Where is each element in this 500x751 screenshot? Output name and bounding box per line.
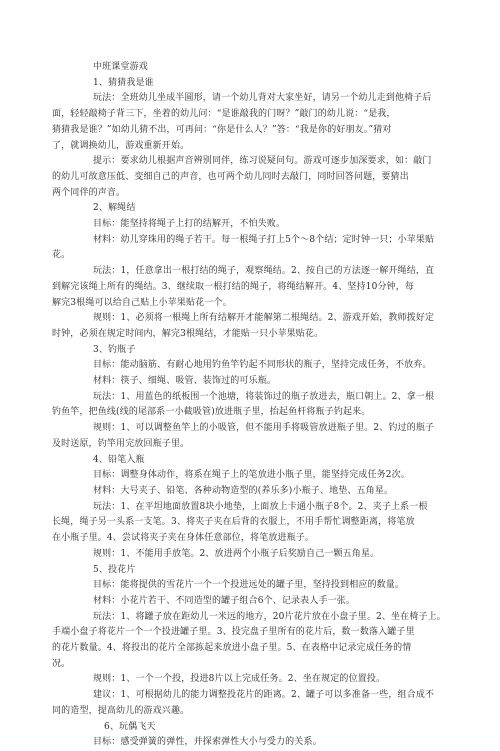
paragraph-line: 建议：1、可根据幼儿的能力调整投花片的距离。2、罐子可以多准备一些，组合成不	[93, 690, 435, 701]
paragraph-line: 到解完该绳上所有的绳结。3、继续取一根打结的绳子，将绳结解开。4、坚持10分钟，每	[52, 281, 415, 292]
paragraph-line: 解完3根绳可以给自己贴上小苹果贴花一个。	[52, 297, 232, 308]
paragraph-line: 玩法：全班幼儿坐成半圆形，请一个幼儿背对大家坐好，请另一个幼儿走到他椅子后	[93, 93, 432, 104]
paragraph-line: 时钟，必须在规定时间内，解完3根绳结，才能贴一只小苹果贴花。	[52, 328, 324, 339]
section-heading-5: 5、投花片	[93, 564, 136, 575]
paragraph-line: 了，就调换幼儿，游戏重新开始。	[52, 140, 190, 151]
document-title: 中班课堂游戏	[93, 62, 148, 72]
section-heading-1: 1、猜猜我是谁	[93, 77, 154, 88]
paragraph-line: 材料：小花片若干、不同造型的罐子组合6个、记录表人手一张。	[93, 595, 356, 606]
paragraph-line: 规则：1、可以调整鱼竿上的小吸管，但不能用手将吸管放进瓶子里。2、钓过的瓶子	[93, 423, 435, 434]
section-heading-3: 3、钓瓶子	[93, 344, 136, 355]
paragraph-line: 的幼儿可故意压低、变细自己的声音，也可两个幼儿同时去敲门，同时回答问题，要猜出	[52, 171, 409, 182]
paragraph-line: 及时送原，钓竿用完放回瓶子里。	[52, 438, 190, 449]
paragraph-line: 面，轻轻敲椅子背三下，坐着的幼儿问：“是谁敲我的门呀？”敲门的幼儿说：“是我，	[52, 109, 396, 120]
paragraph-line: 目标：能坚持将绳子上打的结解开，不怕失败。	[93, 219, 286, 230]
paragraph-line: 钓鱼竿，把鱼线(线的尾部系一小截吸管)放进瓶子里，抬起鱼杆将瓶子钓起来。	[52, 407, 371, 418]
paragraph-line: 规则：1、不能用手放笔。2、放进两个小瓶子后奖励自己一颗五角星。	[93, 548, 380, 559]
paragraph-line: 目标：调整身体动作，将系在绳子上的笔放进小瓶子里，能坚持完成任务2次。	[93, 470, 410, 481]
paragraph-line: 目标：能动脑筋、有耐心地用钓鱼竿钓起不同形状的瓶子，坚持完成任务，不放弃。	[93, 360, 432, 371]
paragraph-line: 同的造型，提高幼儿的游戏兴趣。	[52, 705, 190, 716]
paragraph-line: 提示：要求幼儿根据声音辨别同伴，练习说疑问句。游戏可逐步加深要求，如：敲门	[93, 156, 432, 167]
paragraph-line: 材料：大号夹子、铅笔、各种动物造型的(养乐多)小瓶子、地垫、五角星。	[93, 485, 394, 496]
paragraph-line: 两个同伴的声音。	[52, 187, 126, 198]
paragraph-line: 况。	[52, 658, 71, 669]
paragraph-line: 目标：感受弹簧的弹性，并探索弹性大小与受力的关系。	[93, 737, 322, 748]
paragraph-line: 猜猜我是谁？”如幼儿猜不出，可再问：“你是什么人？”答：“我是你的好朋友。”猜对	[52, 124, 392, 135]
paragraph-line: 的花片数量。4、将投出的花片全部拣起来放进小盘子里。5、在表格中记录完成任务的情	[52, 643, 412, 654]
paragraph-line: 玩法：1，任意拿出一根打结的绳子，观察绳结。2、按自己的方法逐一解开绳结，直	[93, 266, 435, 277]
paragraph-line: 规则：1、一个一个投，投进8片以上完成任务。2、坐在规定的位置投。	[93, 674, 386, 685]
paragraph-line: 材料：幼儿穿珠用的绳子若干。每一根绳子打上5个～8个结；定时钟一只；小苹果贴	[93, 234, 435, 245]
section-heading-4: 4、铅笔入瓶	[93, 454, 145, 465]
paragraph-line: 玩法：1、在平坦地面放置8块小地垫，上面放上卡通小瓶子8个。2、夹子上系一根	[93, 501, 428, 512]
section-heading-6: 6、玩偶飞天	[104, 721, 156, 732]
paragraph-line: 玩法：1、用蓝色的纸板围一个池塘，将装饰过的瓶子放进去，瓶口朝上。2、拿一根	[93, 391, 435, 402]
paragraph-line: 材料：筷子、细绳、吸管、装饰过的可乐瓶。	[93, 376, 277, 387]
paragraph-line: 手端小盘子将花片一个一个投进罐子里。3、投完盘子里所有的花片后，数一数落入罐子里	[52, 627, 415, 638]
section-heading-2: 2、解绳结	[93, 203, 136, 214]
paragraph-line: 玩法：1、将罐子放在距幼儿一米远的地方，20片花片放在小盘子里。2、坐在椅子上。	[93, 611, 446, 622]
paragraph-line: 目标：能将提供的雪花片一个一个投进远处的罐子里，坚持投到相应的数量。	[93, 580, 405, 591]
paragraph-line: 在小瓶子里。4、尝试将夹子夹在身体任意部位，将笔放进瓶子。	[52, 533, 315, 544]
paragraph-line: 花。	[52, 250, 71, 261]
paragraph-line: 长绳，绳子另一头系一支笔。3、将夹子夹在后背的衣服上，不用手帮忙调整距离，将笔放	[52, 517, 415, 528]
paragraph-line: 规则：1、必须将一根绳上所有结解开才能解第二根绳结。2、游戏开始，教师拨好定	[93, 313, 435, 324]
